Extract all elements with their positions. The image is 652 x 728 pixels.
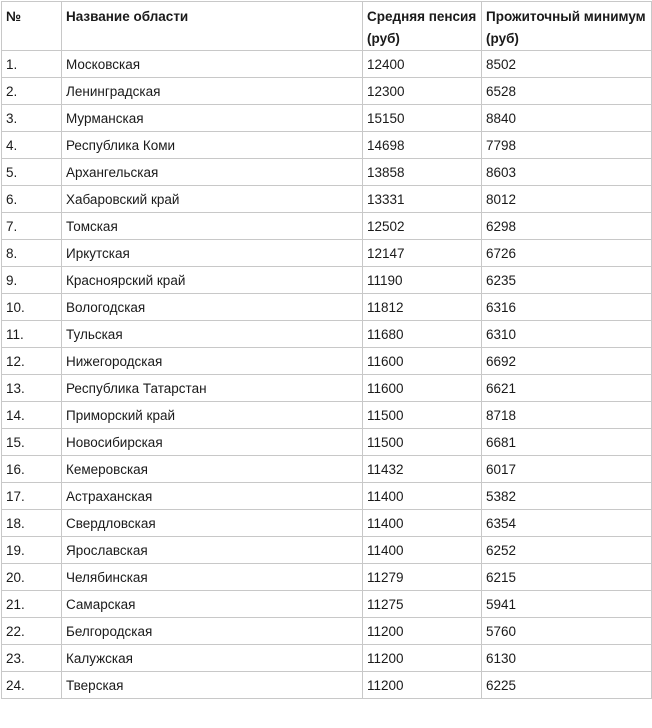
cell-region: Астраханская — [62, 483, 363, 510]
table-row — [2, 591, 652, 618]
cell-minimum: 5382 — [482, 483, 652, 510]
cell-region: Иркутская — [62, 240, 363, 267]
cell-minimum: 6215 — [482, 564, 652, 591]
cell-region: Томская — [62, 213, 363, 240]
cell-num: 7. — [2, 213, 62, 240]
cell-region: Калужская — [62, 645, 363, 672]
cell-pension: 11600 — [363, 375, 482, 402]
cell-region: Ярославская — [62, 537, 363, 564]
cell-num: 4. — [2, 132, 62, 159]
cell-num: 3. — [2, 105, 62, 132]
table-row — [2, 321, 652, 348]
cell-minimum: 6621 — [482, 375, 652, 402]
cell-pension: 11190 — [363, 267, 482, 294]
cell-region: Белгородская — [62, 618, 363, 645]
header-minimum: Прожиточный минимум (руб) — [482, 2, 652, 51]
cell-pension: 13331 — [363, 186, 482, 213]
header-row — [2, 2, 652, 51]
cell-num: 18. — [2, 510, 62, 537]
table-row — [2, 267, 652, 294]
table-row — [2, 294, 652, 321]
table-row — [2, 510, 652, 537]
table-row — [2, 213, 652, 240]
cell-minimum: 6681 — [482, 429, 652, 456]
cell-pension: 11275 — [363, 591, 482, 618]
cell-pension: 11400 — [363, 537, 482, 564]
table-row — [2, 618, 652, 645]
cell-pension: 11812 — [363, 294, 482, 321]
cell-region: Приморский край — [62, 402, 363, 429]
cell-region: Республика Коми — [62, 132, 363, 159]
table-row — [2, 348, 652, 375]
cell-minimum: 6528 — [482, 78, 652, 105]
cell-minimum: 8502 — [482, 51, 652, 78]
cell-minimum: 5941 — [482, 591, 652, 618]
cell-num: 14. — [2, 402, 62, 429]
cell-region: Мурманская — [62, 105, 363, 132]
cell-pension: 11400 — [363, 510, 482, 537]
cell-num: 10. — [2, 294, 62, 321]
cell-region: Самарская — [62, 591, 363, 618]
table-row — [2, 672, 652, 699]
table-body — [2, 51, 652, 699]
cell-pension: 11400 — [363, 483, 482, 510]
cell-minimum: 8603 — [482, 159, 652, 186]
cell-region: Вологодская — [62, 294, 363, 321]
cell-minimum: 6252 — [482, 537, 652, 564]
cell-pension: 11200 — [363, 618, 482, 645]
cell-region: Кемеровская — [62, 456, 363, 483]
cell-num: 15. — [2, 429, 62, 456]
cell-minimum: 6310 — [482, 321, 652, 348]
table-row — [2, 564, 652, 591]
cell-pension: 12147 — [363, 240, 482, 267]
table-row — [2, 78, 652, 105]
cell-region: Архангельская — [62, 159, 363, 186]
cell-num: 16. — [2, 456, 62, 483]
cell-num: 20. — [2, 564, 62, 591]
cell-minimum: 6298 — [482, 213, 652, 240]
cell-region: Свердловская — [62, 510, 363, 537]
cell-minimum: 8012 — [482, 186, 652, 213]
cell-num: 9. — [2, 267, 62, 294]
cell-num: 22. — [2, 618, 62, 645]
cell-region: Московская — [62, 51, 363, 78]
cell-pension: 12300 — [363, 78, 482, 105]
cell-region: Тверская — [62, 672, 363, 699]
table-row — [2, 186, 652, 213]
cell-num: 24. — [2, 672, 62, 699]
cell-pension: 11500 — [363, 402, 482, 429]
cell-minimum: 5760 — [482, 618, 652, 645]
table-row — [2, 159, 652, 186]
cell-minimum: 6354 — [482, 510, 652, 537]
header-region: Название области — [62, 2, 363, 51]
cell-num: 2. — [2, 78, 62, 105]
cell-region: Республика Татарстан — [62, 375, 363, 402]
cell-region: Новосибирская — [62, 429, 363, 456]
table-row — [2, 240, 652, 267]
cell-minimum: 6017 — [482, 456, 652, 483]
table-row — [2, 375, 652, 402]
cell-num: 6. — [2, 186, 62, 213]
pension-table — [1, 1, 652, 699]
header-num: № — [2, 2, 62, 51]
cell-minimum: 8840 — [482, 105, 652, 132]
table-row — [2, 483, 652, 510]
cell-num: 8. — [2, 240, 62, 267]
table-row — [2, 51, 652, 78]
cell-num: 11. — [2, 321, 62, 348]
table-row — [2, 645, 652, 672]
table-row — [2, 456, 652, 483]
cell-pension: 11600 — [363, 348, 482, 375]
cell-pension: 11200 — [363, 672, 482, 699]
cell-pension: 11279 — [363, 564, 482, 591]
cell-pension: 14698 — [363, 132, 482, 159]
cell-num: 13. — [2, 375, 62, 402]
cell-pension: 11200 — [363, 645, 482, 672]
cell-num: 19. — [2, 537, 62, 564]
cell-pension: 12502 — [363, 213, 482, 240]
cell-region: Челябинская — [62, 564, 363, 591]
table-header — [2, 2, 652, 51]
table-row — [2, 429, 652, 456]
cell-pension: 13858 — [363, 159, 482, 186]
cell-minimum: 6692 — [482, 348, 652, 375]
cell-num: 21. — [2, 591, 62, 618]
cell-pension: 11500 — [363, 429, 482, 456]
cell-minimum: 7798 — [482, 132, 652, 159]
cell-minimum: 6235 — [482, 267, 652, 294]
cell-pension: 12400 — [363, 51, 482, 78]
cell-pension: 11432 — [363, 456, 482, 483]
cell-region: Хабаровский край — [62, 186, 363, 213]
cell-pension: 11680 — [363, 321, 482, 348]
table-row — [2, 105, 652, 132]
cell-minimum: 6316 — [482, 294, 652, 321]
table-row — [2, 132, 652, 159]
cell-minimum: 6130 — [482, 645, 652, 672]
cell-num: 23. — [2, 645, 62, 672]
cell-minimum: 6225 — [482, 672, 652, 699]
cell-region: Красноярский край — [62, 267, 363, 294]
table-row — [2, 402, 652, 429]
cell-region: Ленинградская — [62, 78, 363, 105]
cell-pension: 15150 — [363, 105, 482, 132]
cell-num: 12. — [2, 348, 62, 375]
cell-minimum: 8718 — [482, 402, 652, 429]
cell-num: 5. — [2, 159, 62, 186]
cell-num: 1. — [2, 51, 62, 78]
table-row — [2, 537, 652, 564]
cell-region: Тульская — [62, 321, 363, 348]
header-pension: Средняя пенсия (руб) — [363, 2, 482, 51]
cell-region: Нижегородская — [62, 348, 363, 375]
cell-num: 17. — [2, 483, 62, 510]
cell-minimum: 6726 — [482, 240, 652, 267]
